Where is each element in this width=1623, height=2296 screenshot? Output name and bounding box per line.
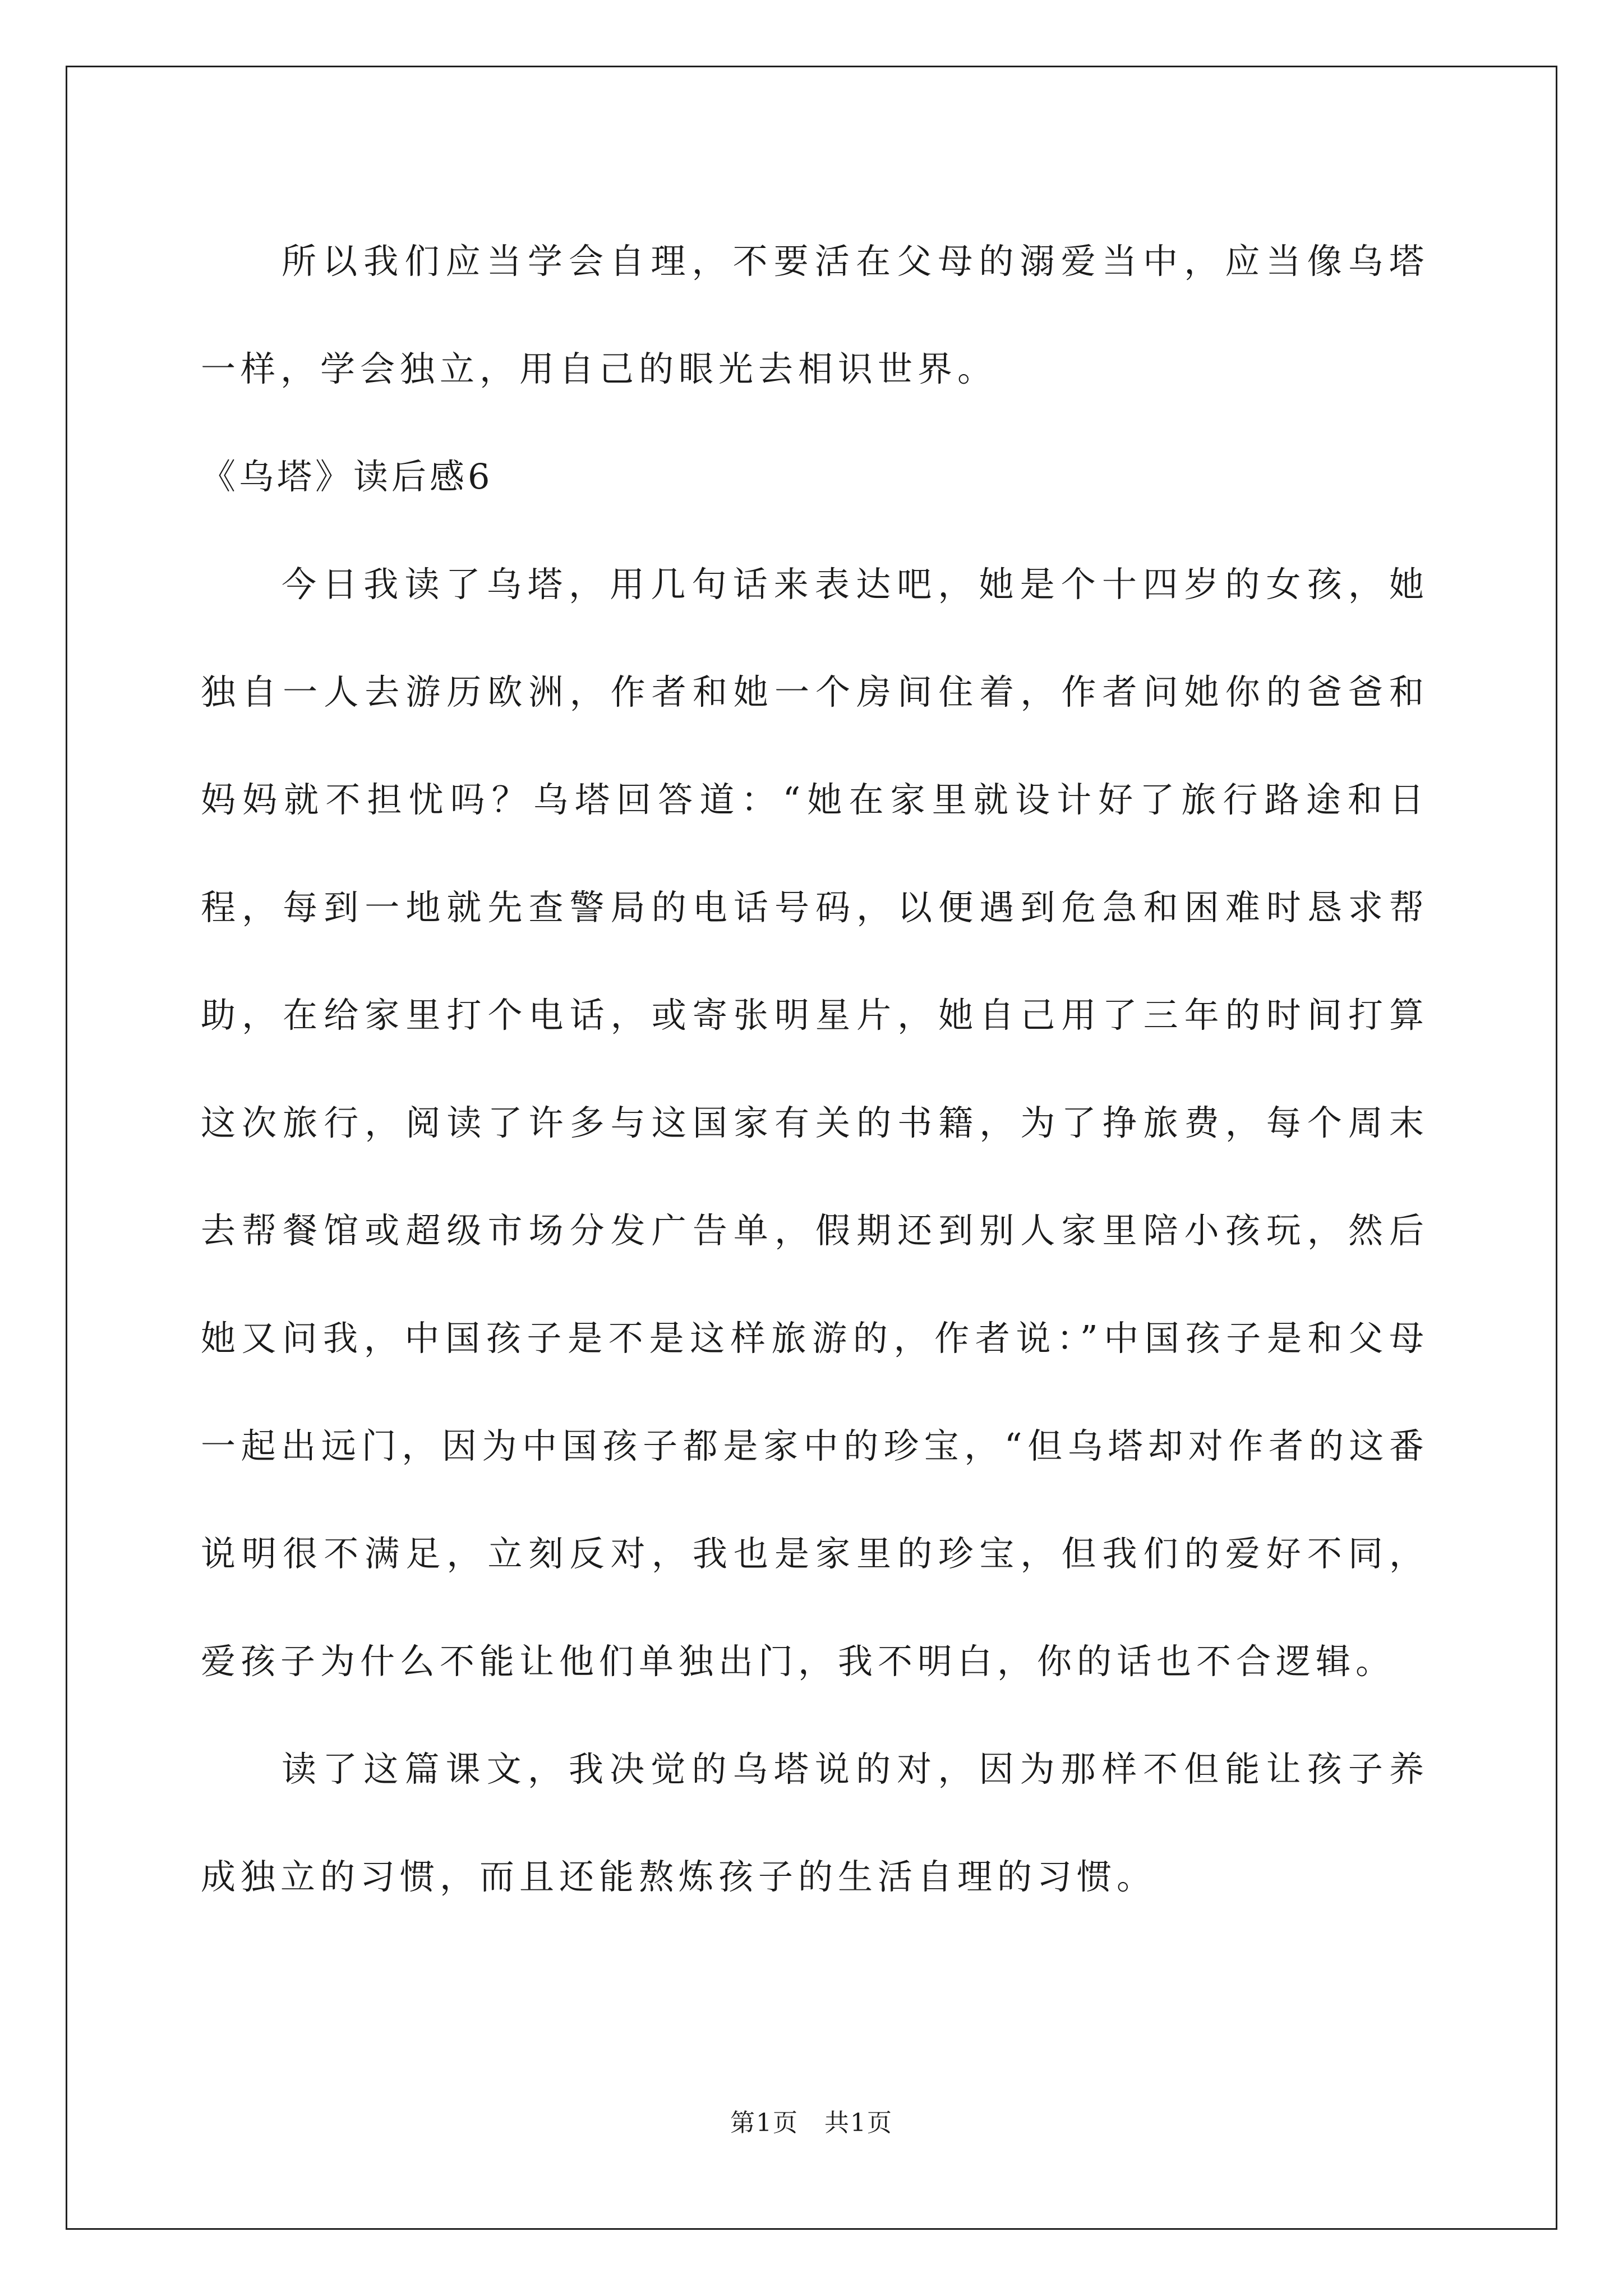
document-body bbox=[201, 208, 1429, 1931]
paragraph-2: 今日我读了乌塔，用几句话来表达吧，她是个十四岁的女孩，她独自一人去游历欧洲，作者和她一个房间住着，作者问她你的爸爸和妈妈就不担忧吗？乌塔回答道：“她在家里就设计好了旅行路途和日程，每到一地就先查警局的电话号码，以便遇到危急和困难时恳求帮助，在给家里打个电话，或寄张明星片，她自己用了三年的时间打算这次旅行，阅读了许多与这国家有关的书籍，为了挣旅费，每个周末去帮餐馆或超级市场分发广告单，假期还到别人家里陪小孩玩，然后她又问我，中国孩子是不是这样旅游的，作者说：”中国孩子是和父母一起出远门，因为中国孩子都是家中的珍宝，“但乌塔却对作者的这番说明很不满足，立刻反对，我也是家里的珍宝，但我们的爱好不同，爱孩子为什么不能让他们单独出门，我不明白，你的话也不合逻辑。 bbox=[201, 564, 1429, 1682]
section-heading: 《乌塔》读后感6 bbox=[201, 456, 494, 497]
paragraph-1: 所以我们应当学会自理，不要活在父母的溺爱当中，应当像乌塔一样，学会独立，用自己的眼光去相识世界。 bbox=[201, 241, 1429, 389]
page-footer: 第1页 共1页 bbox=[730, 2109, 893, 2137]
paragraph-3: 读了这篇课文，我决觉的乌塔说的对，因为那样不但能让孩子养成独立的习惯，而且还能熬炼孩子的生活自理的习惯。 bbox=[201, 1749, 1429, 1897]
